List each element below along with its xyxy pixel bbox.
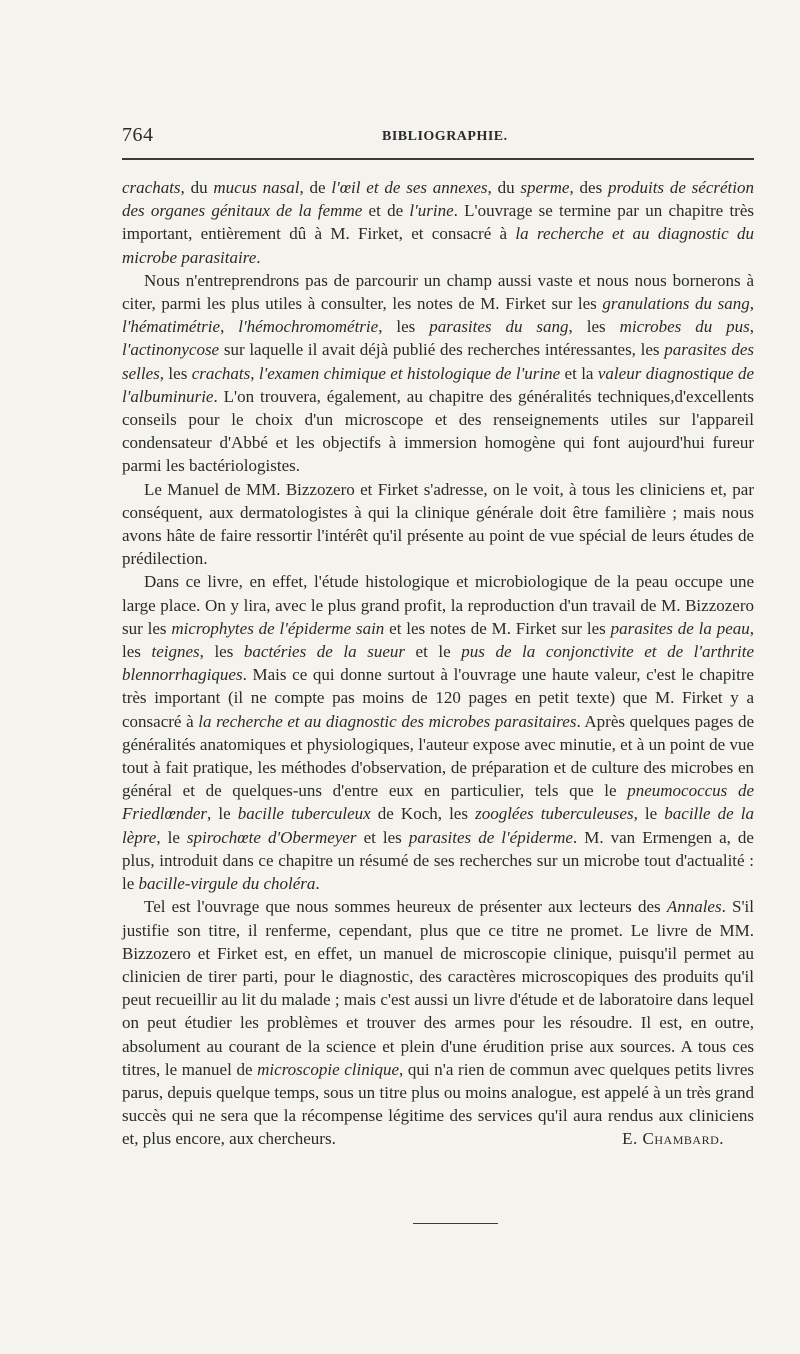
text-run: et le bbox=[404, 642, 462, 662]
text-run: . L'ouvrage se termine par un chapitre très important, entièrement dû à M. Firket, et consacré à bbox=[122, 201, 755, 244]
italic-text: parasites des selles bbox=[122, 340, 754, 383]
page-header bbox=[122, 124, 754, 148]
italic-text: microbes du pus bbox=[619, 317, 750, 337]
paragraph bbox=[122, 269, 754, 478]
text-run: , les bbox=[199, 642, 244, 662]
text-run: Dans ce livre, en effet, l'étude histologique et microbiologique de la peau occupe une large place. On y lira, avec le plus grand profit, la reproduction d'un travail de M. Bizzozero sur les bbox=[122, 572, 754, 638]
text-run: Le Manuel de MM. Bizzozero et Firket s'adresse, on le voit, à tous les cliniciens et, par conséquent, aux dermatologistes à qui la clinique générale doit être familière ; mais nous avons hâte de faire ressortir l'intérêt qu'il présente au point de vue spécial de leurs études de prédilection. bbox=[122, 479, 754, 569]
italic-text: l'œil et de ses annexes bbox=[331, 178, 488, 197]
text-run: et la bbox=[560, 363, 598, 383]
italic-text: zooglées tuberculeuses bbox=[475, 804, 634, 824]
paragraph bbox=[122, 478, 754, 571]
text-run: , bbox=[749, 294, 754, 314]
italic-text: mucus nasal bbox=[213, 178, 300, 197]
text-run: , les bbox=[568, 317, 620, 337]
paragraph bbox=[122, 895, 754, 1150]
paragraph bbox=[122, 570, 754, 895]
italic-text: la recherche et au diagnostic des microbes parasitaires bbox=[198, 711, 577, 731]
text-run: Nous n'entreprendrons pas de parcourir un champ aussi vaste et nous nous bornerons à citer, parmi les plus utiles à consulter, les notes de M. Firket sur les bbox=[122, 270, 754, 314]
text-run: , du bbox=[180, 178, 214, 197]
page-number: 764 bbox=[122, 124, 154, 146]
italic-text: microphytes de l'épiderme sain bbox=[171, 618, 385, 638]
italic-text: granulations du sang bbox=[602, 294, 750, 314]
italic-text: l'hématimétrie bbox=[122, 317, 221, 337]
text-run: , le bbox=[207, 804, 238, 824]
italic-text: sperme bbox=[520, 178, 570, 197]
text-run: , le bbox=[633, 804, 665, 824]
text-run: , le bbox=[156, 827, 187, 847]
italic-text: valeur diagnostique de l'albuminurie bbox=[122, 363, 754, 406]
italic-text: spirochœte d'Obermeyer bbox=[186, 827, 357, 847]
italic-text: produits de sécrétion des organes génitaux de la femme bbox=[122, 178, 754, 221]
italic-text: teignes bbox=[151, 642, 200, 662]
italic-text: parasites de l'épiderme bbox=[408, 827, 573, 847]
running-head: BIBLIOGRAPHIE. bbox=[382, 129, 508, 144]
italic-text: bacille-virgule du choléra bbox=[138, 874, 316, 894]
text-run: , des bbox=[569, 178, 608, 197]
italic-text: parasites de la peau bbox=[610, 618, 750, 638]
text-run: . M. van Ermengen a, de plus, introduit dans ce chapitre un résumé de ses recherches sur un microbe tout d'actualité : le bbox=[122, 827, 754, 894]
text-run: , qui n'a rien de commun avec quelques petits livres parus, depuis quelque temps, sous un titre plus ou moins analogue, est appelé à un très grand succès qui ne sera que la récompense légitime des services qu'il aura rendus aux cliniciens et, plus encore, aux chercheurs. bbox=[122, 1059, 755, 1149]
italic-text: parasites du sang bbox=[429, 317, 569, 337]
italic-text: l'urine bbox=[409, 201, 454, 221]
text-run: , bbox=[220, 317, 239, 337]
text-run: et de bbox=[362, 201, 410, 221]
signature: E. Chambard. bbox=[622, 1129, 724, 1149]
italic-text: la recherche et au diagnostic du microbe parasitaire bbox=[122, 224, 754, 267]
italic-text: l'hémochromométrie bbox=[238, 317, 379, 337]
italic-text: bacille tuberculeux bbox=[237, 804, 371, 824]
italic-text: crachats bbox=[122, 178, 181, 197]
text-run: , les bbox=[378, 317, 430, 337]
text-run: , bbox=[749, 317, 754, 337]
text-run: Tel est l'ouvrage que nous sommes heureux de présenter aux lecteurs des bbox=[144, 897, 667, 917]
text-run: , les bbox=[122, 618, 754, 662]
italic-text: bacille de la lèpre bbox=[122, 804, 754, 847]
text-run: et les notes de M. Firket sur les bbox=[384, 618, 611, 638]
text-run: . bbox=[315, 874, 320, 894]
text-run: . Après quelques pages de généralités anatomiques et physiologiques, l'auteur expose avec minutie, et à un point de vue tout à fait pratique, les méthodes d'observation, de préparation et de culture des microbes en général et de quelques-uns d'entre eux en particulier, tels que le bbox=[122, 711, 754, 801]
text-run: . bbox=[256, 247, 261, 267]
end-rule bbox=[413, 1223, 498, 1224]
text-run: sur laquelle il avait déjà publié des recherches intéressantes, les bbox=[219, 340, 665, 360]
italic-text: Annales bbox=[666, 897, 722, 917]
italic-text: microscopie clinique bbox=[257, 1059, 400, 1079]
italic-text: l'examen chimique et histologique de l'urine bbox=[258, 363, 561, 383]
italic-text: pneumococcus de Friedlœnder bbox=[122, 781, 754, 824]
text-run: . L'on trouvera, également, au chapitre des généralités techniques,d'excellents conseils pour le choix d'un microscope et des renseignements utiles sur l'appareil condensateur d'Abbé et les objectifs à immersion homogène qui font aujourd'hui fureur parmi les bactériologistes. bbox=[122, 386, 754, 476]
text-run: , de bbox=[299, 178, 332, 197]
text-run: . Mais ce qui donne surtout à l'ouvrage une haute valeur, c'est le chapitre très important (il ne compte pas moins de 120 pages en petit texte) que M. Firket y a consacré à bbox=[122, 665, 754, 731]
italic-text: crachats bbox=[191, 363, 251, 383]
text-run: , bbox=[250, 363, 259, 383]
body-text bbox=[122, 176, 754, 1151]
italic-text: pus de la conjonctivite et de l'arthrite blennorrhagiques bbox=[122, 642, 754, 685]
text-run: et les bbox=[356, 827, 409, 847]
italic-text: l'actinonycose bbox=[122, 340, 220, 360]
italic-text: bactéries de la sueur bbox=[243, 642, 405, 662]
paragraph bbox=[122, 176, 754, 269]
text-run: . S'il justifie son titre, il renferme, cependant, plus que ce titre ne promet. Le livre de MM. Bizzozero et Firket est, en effet, un manuel de microscopie clinique, puisqu'il permet au clinicien de tirer parti, pour le diagnostic, des caractères microscopiques des produits qu'il peut recueillir au lit du malade ; mais c'est aussi un livre d'étude et de laboratoire dans lequel on peut étudier les problèmes et trouver des armes pour les résoudre. Il est, en outre, absolument au courant de la science et plein d'une érudition prise aux sources. A tous ces titres, le manuel de bbox=[122, 897, 755, 1079]
header-rule bbox=[122, 158, 754, 160]
text-run: de Koch, les bbox=[370, 804, 476, 824]
text-run: , du bbox=[487, 178, 521, 197]
text-run: , les bbox=[159, 363, 192, 383]
